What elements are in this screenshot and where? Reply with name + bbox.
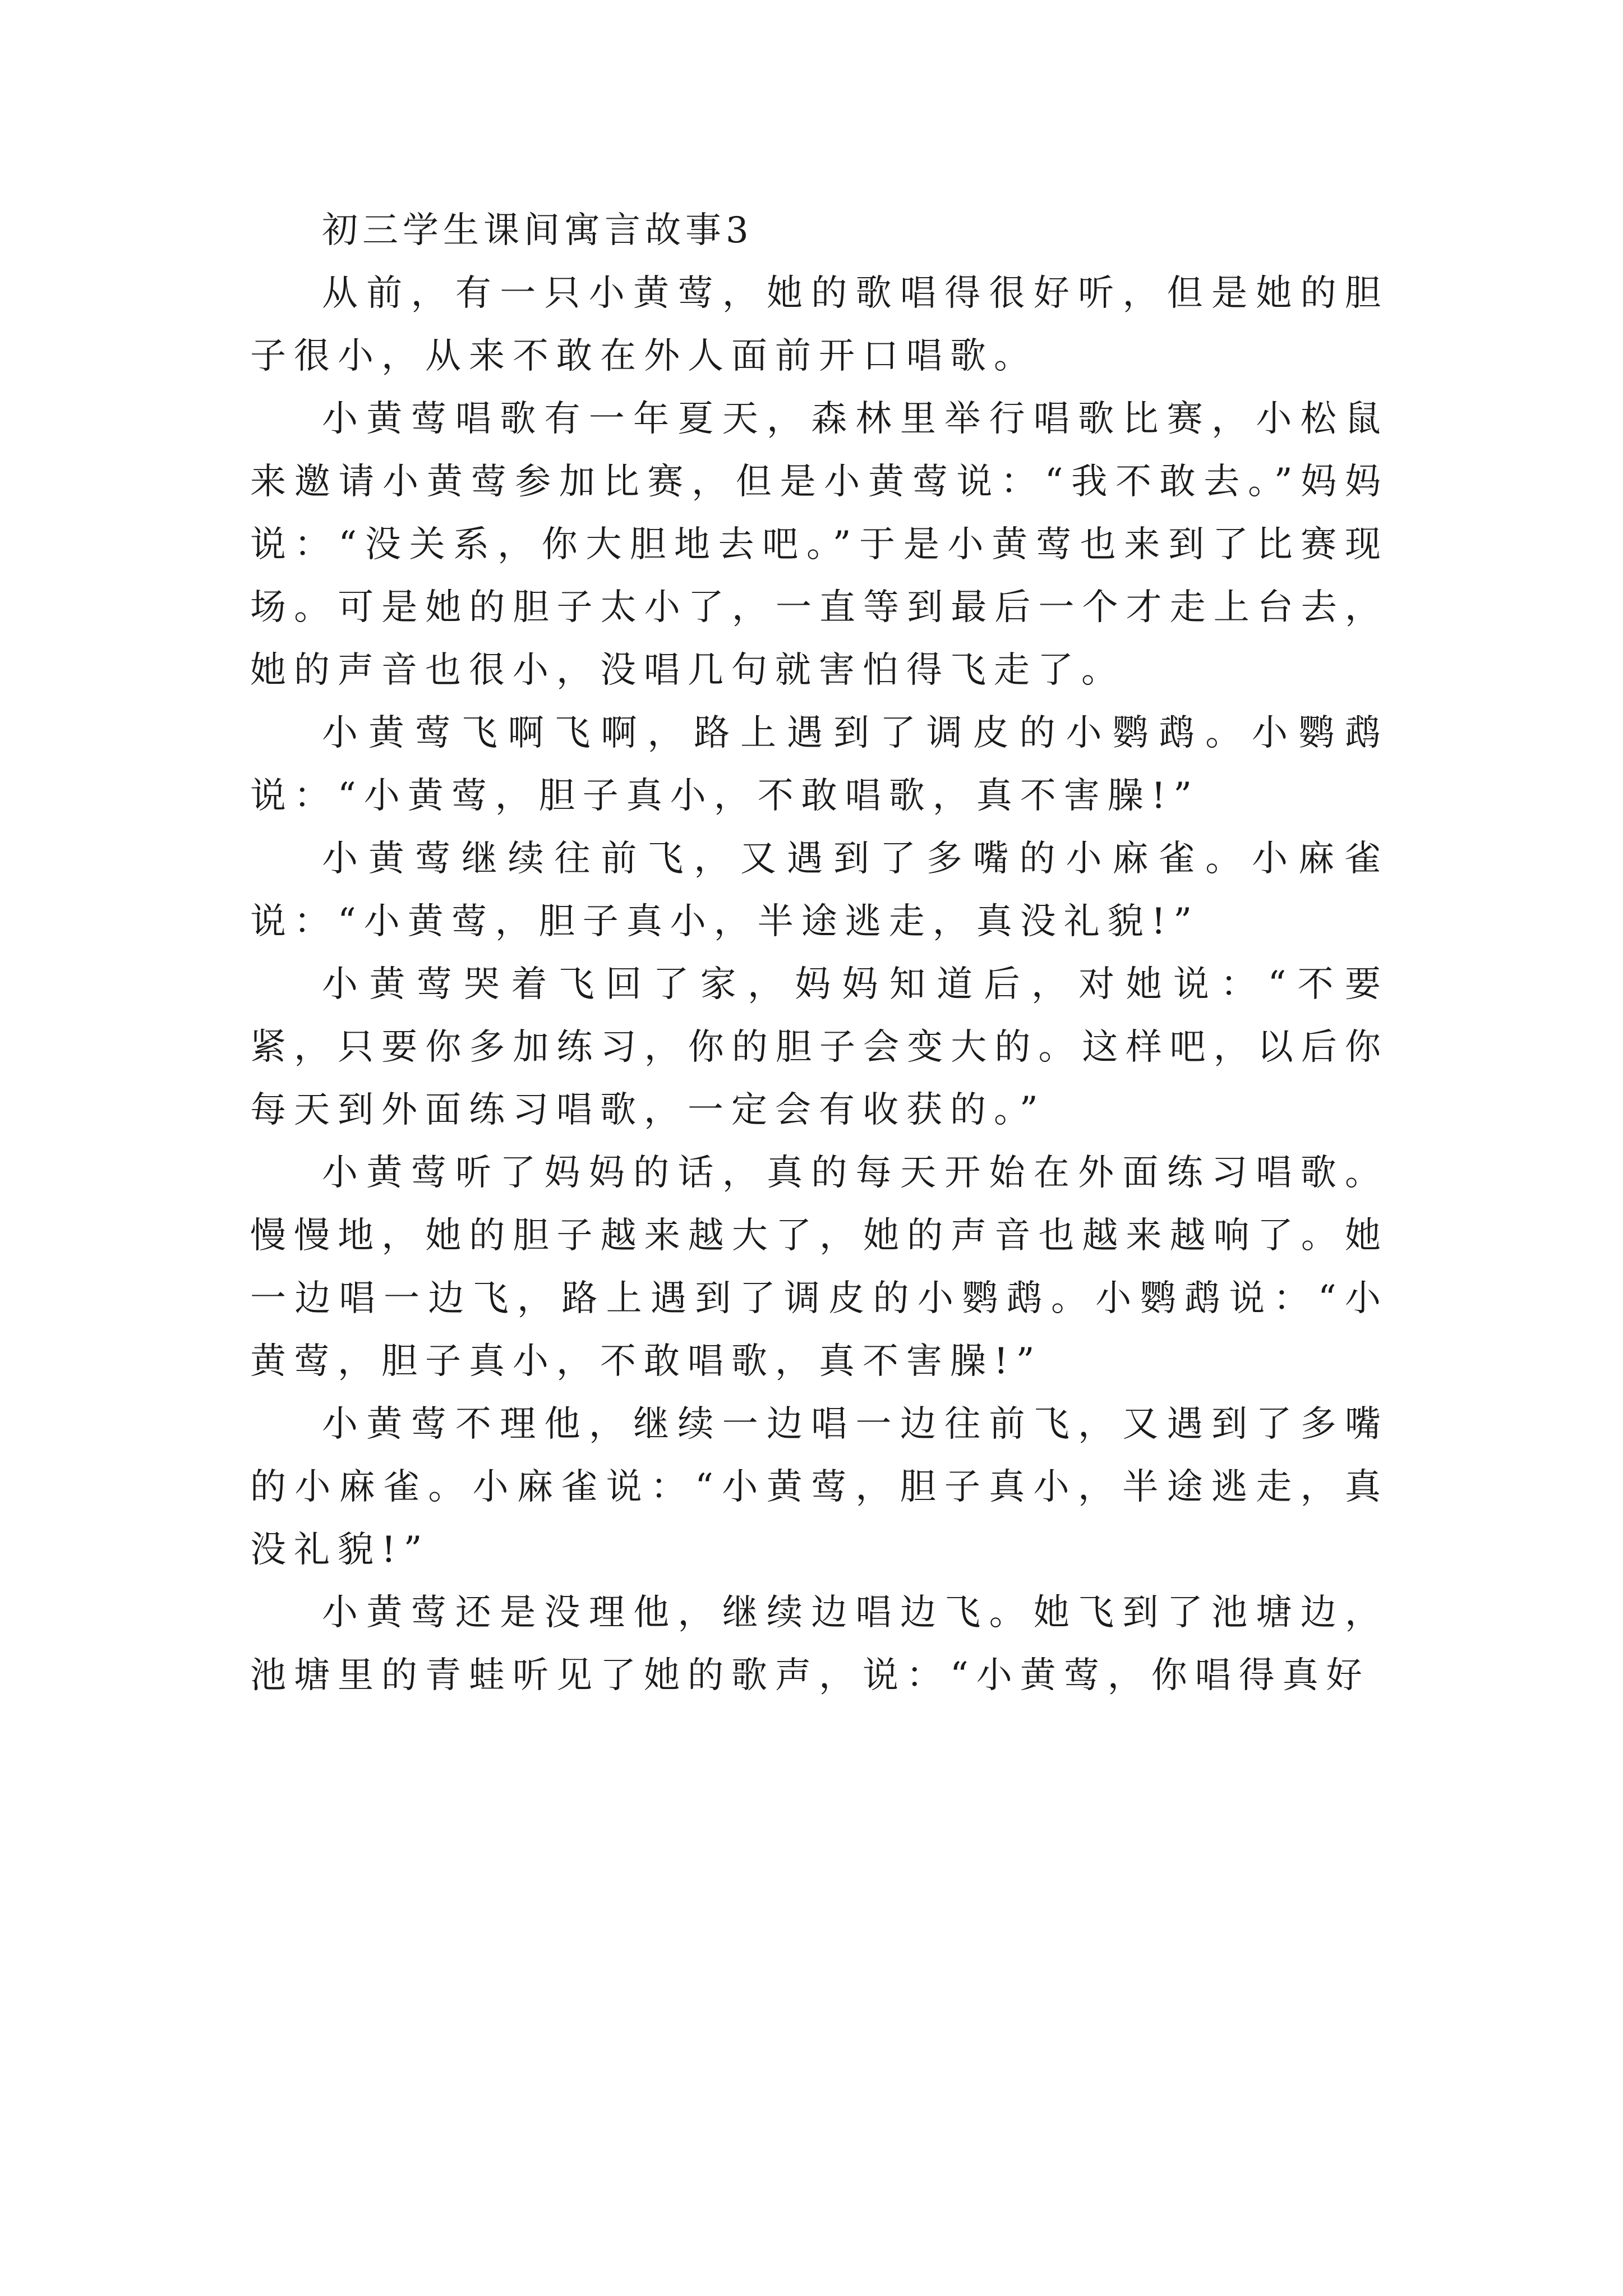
paragraph: 小黄莺唱歌有一年夏天，森林里举行唱歌比赛，小松鼠来邀请小黄莺参加比赛，但是小黄莺说：“我不敢去。”妈妈说：“没关系，你大胆地去吧。”于是小黄莺也来到了比赛现场。可是她的胆子太小了，一直等到最后一个才走上台去，她的声音也很小，没唱几句就害怕得飞走了。: [250, 398, 1389, 691]
paragraph: 小黄莺听了妈妈的话，真的每天开始在外面练习唱歌。慢慢地，她的胆子越来越大了，她的声音也越来越响了。她一边唱一边飞，路上遇到了调皮的小鹦鹉。小鹦鹉说：“小黄莺，胆子真小，不敢唱歌，真不害臊!”: [250, 1152, 1389, 1382]
document-title: 初三学生课间寓言故事3: [322, 210, 753, 251]
paragraph: 小黄莺不理他，继续一边唱一边往前飞，又遇到了多嘴的小麻雀。小麻雀说：“小黄莺，胆子真小，半途逃走，真没礼貌!”: [250, 1404, 1389, 1571]
paragraph: 小黄莺继续往前飞，又遇到了多嘴的小麻雀。小麻雀说：“小黄莺，胆子真小，半途逃走，真没礼貌!”: [250, 838, 1389, 942]
document-body: [250, 199, 1389, 1707]
paragraph: 小黄莺哭着飞回了家，妈妈知道后，对她说：“不要紧，只要你多加练习，你的胆子会变大的。这样吧，以后你每天到外面练习唱歌，一定会有收获的。”: [250, 964, 1389, 1131]
paragraph: 从前，有一只小黄莺，她的歌唱得很好听，但是她的胆子很小，从来不敢在外人面前开口唱歌。: [250, 273, 1389, 377]
paragraph: 小黄莺飞啊飞啊，路上遇到了调皮的小鹦鹉。小鹦鹉说：“小黄莺，胆子真小，不敢唱歌，真不害臊!”: [250, 712, 1389, 817]
paragraph: 小黄莺还是没理他，继续边唱边飞。她飞到了池塘边，池塘里的青蛙听见了她的歌声，说：“小黄莺，你唱得真好: [250, 1592, 1389, 1696]
